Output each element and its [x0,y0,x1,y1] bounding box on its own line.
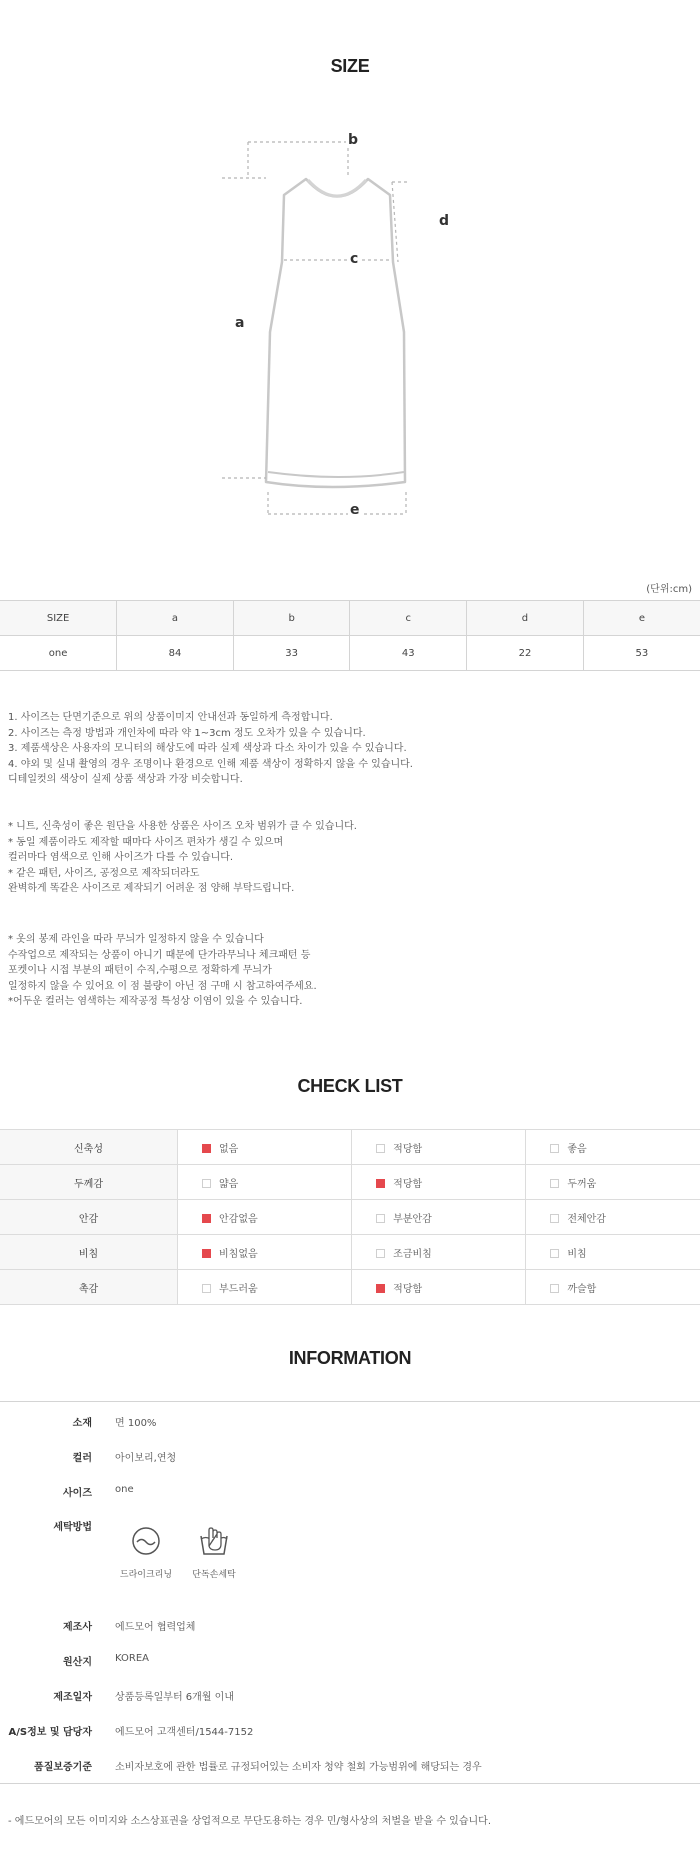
check-row-texture [0,1270,700,1305]
check-option-label: 좋음 [567,1143,587,1155]
checked-box-icon [202,1144,211,1153]
size-table-header: b [233,601,350,636]
check-option-label: 까슬함 [567,1283,597,1295]
checked-box-icon [376,1284,385,1293]
unit-label: (단위:cm) [646,584,692,595]
diagram-label-c: c [350,251,359,267]
unchecked-box-icon [376,1214,385,1223]
size-table-cell: 22 [467,636,584,671]
note-line: 포켓이나 시접 부분의 패턴이 수직,수평으로 정확하게 무늬가 [8,965,272,976]
check-option [526,1200,700,1235]
size-table-cell: 33 [233,636,350,671]
note-line: 1. 사이즈는 단면기준으로 위의 상품이미지 안내선과 동일하게 측정합니다. [8,712,333,723]
washing-item-hand-wash [184,1524,244,1580]
check-option [526,1165,700,1200]
check-option-label: 조금비침 [393,1248,432,1260]
notes-group-2 [8,819,698,897]
check-option [526,1270,700,1305]
info-value: 에드모어 협력업체 [115,1622,196,1633]
diagram-label-d: d [439,213,450,229]
check-row-stretch [0,1130,700,1165]
washing-item-label: 단독손세탁 [192,1570,236,1580]
check-option-label: 안감없음 [219,1213,258,1225]
check-option-label: 없음 [219,1143,239,1155]
check-option [352,1235,526,1270]
note-line: 3. 제품색상은 사용자의 모니터의 해상도에 따라 실제 색상과 다소 차이가 있을 수 있습니다. [8,743,407,754]
size-table-cell: 43 [350,636,467,671]
info-label: 소재 [72,1418,92,1429]
check-row-label: 안감 [0,1200,178,1235]
size-table [0,600,700,671]
note-line: *어두운 컬러는 염색하는 제작공정 특성상 이염이 있을 수 있습니다. [8,996,303,1007]
note-line: * 니트, 신축성이 좋은 원단을 사용한 상품은 사이즈 오차 범위가 클 수 있습니다. [8,821,357,832]
check-option-label: 비침 [567,1248,587,1260]
check-option [178,1270,352,1305]
check-option-label: 얇음 [219,1178,239,1190]
info-value: KOREA [115,1653,149,1664]
checked-box-icon [202,1214,211,1223]
checked-box-icon [202,1249,211,1258]
note-line: 디테일컷의 색상이 실제 상품 색상과 가장 비슷합니다. [8,774,243,785]
info-label: A/S정보 및 담당자 [8,1727,92,1738]
info-label: 원산지 [63,1657,92,1668]
check-option [178,1235,352,1270]
check-option-label: 적당함 [393,1283,423,1295]
check-row-label: 촉감 [0,1270,178,1305]
size-table-row [0,636,700,671]
unchecked-box-icon [376,1144,385,1153]
size-table-header: c [350,601,467,636]
size-section-title: SIZE [330,56,370,76]
washing-item-label: 드라이크리닝 [119,1570,173,1580]
info-value: one [115,1484,134,1495]
unchecked-box-icon [550,1249,559,1258]
hand-wash-icon [197,1524,231,1558]
size-table-header: a [117,601,234,636]
size-table-header: SIZE [0,601,117,636]
information-title: INFORMATION [288,1348,412,1368]
info-value: 소비자보호에 관한 법률로 규정되어있는 소비자 청약 철회 가능범위에 해당되는 경우 [115,1762,482,1773]
check-option-label: 전체안감 [567,1213,606,1225]
note-line: 컬러마다 염색으로 인해 사이즈가 다를 수 있습니다. [8,852,234,863]
check-option-label: 적당함 [393,1143,423,1155]
check-option [178,1200,352,1235]
note-line: 일정하지 않을 수 있어요 이 점 불량이 아닌 점 구매 시 참고하여주세요. [8,980,317,992]
note-line: 2. 사이즈는 측정 방법과 개인차에 따라 약 1~3cm 정도 오차가 있을 수 있습니다. [8,727,366,739]
notes-group-1 [8,710,698,788]
note-line: * 동일 제품이라도 제작할 때마다 사이즈 편차가 생길 수 있으며 [8,836,284,848]
footer-notice: - 에드모어의 모든 이미지와 소스상표권을 상업적으로 무단도용하는 경우 민/형사상의 처벌을 받을 수 있습니다. [8,1816,492,1827]
info-value: 아이보리,연청 [115,1453,177,1464]
checked-box-icon [376,1179,385,1188]
info-label: 품질보증기준 [34,1762,92,1773]
info-label: 사이즈 [63,1488,92,1499]
info-label: 세탁방법 [53,1522,92,1533]
check-row-thickness [0,1165,700,1200]
check-row-label: 두께감 [0,1165,178,1200]
info-value: 면 100% [115,1418,157,1429]
info-value: 에드모어 고객센터/1544-7152 [115,1727,254,1738]
notes-group-3 [8,932,698,1010]
unchecked-box-icon [550,1179,559,1188]
diagram-label-a: a [235,315,245,331]
check-row-label: 비침 [0,1235,178,1270]
info-label: 컬러 [72,1453,92,1464]
check-list-title: CHECK LIST [297,1076,403,1096]
check-option-label: 부드러움 [219,1283,258,1295]
info-value: 상품등록일부터 6개월 이내 [115,1692,234,1703]
garment-diagram [220,132,460,517]
unchecked-box-icon [550,1214,559,1223]
size-table-header: d [467,601,584,636]
check-option [178,1165,352,1200]
check-option [352,1130,526,1165]
information-top-divider [0,1401,700,1402]
dry-clean-icon [129,1524,163,1558]
unchecked-box-icon [550,1284,559,1293]
check-row-label: 신축성 [0,1130,178,1165]
check-list-table [0,1129,700,1305]
size-table-header: e [583,601,700,636]
check-option [352,1165,526,1200]
note-line: 수작업으로 제작되는 상품이 아니기 때문에 단가라무늬나 체크패턴 등 [8,949,311,961]
unchecked-box-icon [202,1284,211,1293]
note-line: 완벽하게 똑같은 사이즈로 제작되기 어려운 점 양해 부탁드립니다. [8,883,295,894]
check-option-label: 두꺼움 [567,1178,597,1190]
information-bottom-divider [0,1783,700,1784]
check-row-sheerness [0,1235,700,1270]
check-option [526,1130,700,1165]
check-option [352,1270,526,1305]
check-option-label: 비침없음 [219,1248,258,1260]
info-label: 제조일자 [53,1692,92,1703]
check-option-label: 부분안감 [393,1213,432,1225]
diagram-label-e: e [350,502,360,518]
check-option [526,1235,700,1270]
check-row-lining [0,1200,700,1235]
note-line: * 같은 패턴, 사이즈, 공정으로 제작되더라도 [8,867,200,879]
washing-item-dry-clean [116,1524,176,1580]
check-option [178,1130,352,1165]
size-table-cell: 84 [117,636,234,671]
size-table-cell: 53 [583,636,700,671]
info-label: 제조사 [63,1622,92,1633]
unchecked-box-icon [376,1249,385,1258]
check-option [352,1200,526,1235]
diagram-label-b: b [348,132,359,148]
note-line: 4. 야외 및 실내 촬영의 경우 조명이나 환경으로 인해 제품 색상이 정확하지 않을 수 있습니다. [8,758,413,770]
size-table-header-row [0,601,700,636]
note-line: * 옷의 봉제 라인을 따라 무늬가 일정하지 않을 수 있습니다 [8,934,264,945]
size-table-cell: one [0,636,117,671]
unchecked-box-icon [550,1144,559,1153]
unchecked-box-icon [202,1179,211,1188]
check-option-label: 적당함 [393,1178,423,1190]
